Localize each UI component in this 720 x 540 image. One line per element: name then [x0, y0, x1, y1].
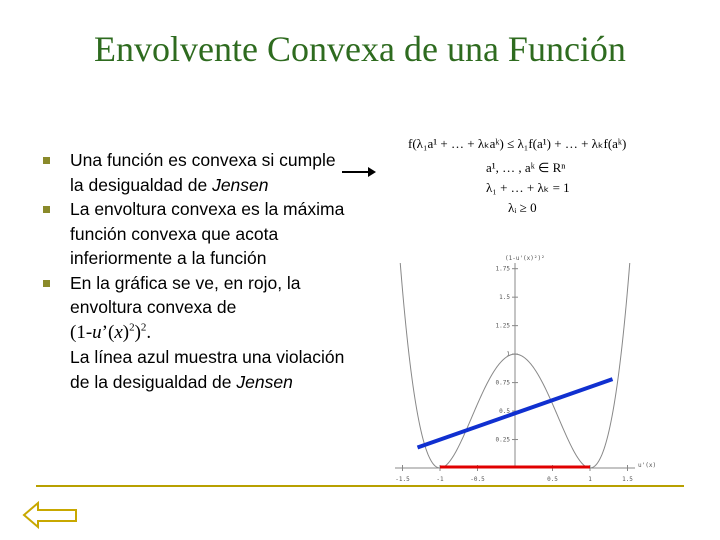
x-tick-label: 1.5 [622, 476, 633, 483]
bullet-1-jensen: Jensen [212, 174, 269, 195]
x-tick-label: 0.5 [547, 476, 558, 483]
y-axis-label: (1-u'(x)²)² [505, 255, 545, 262]
bullet-2-text: La envoltura convexa es la máxima función convexa que acota inferiormente a la función [70, 199, 345, 268]
bullet-item-2 [40, 197, 350, 271]
bullet-item-1 [40, 148, 350, 197]
bullet-square-icon [43, 206, 50, 213]
bullet-1-text: Una función es convexa si cumple la desigualdad de [70, 150, 336, 195]
x-tick-label: -1 [436, 476, 444, 483]
y-tick-label: 0.75 [495, 379, 510, 387]
formula-line-1: f(λ₁a¹ + … + λₖaᵏ) ≤ λ₁f(a¹) + … + λₖf(aᵏ) [408, 136, 627, 151]
bullet-3-formula: $(1-u’(x)^2)^2$. [70, 321, 152, 343]
y-tick-label: 1.75 [495, 265, 510, 273]
convex-envelope-chart [385, 248, 675, 488]
bullet-3-text-2: La línea azul muestra una violación de la desigualdad de [70, 347, 345, 392]
y-tick-label: 1.5 [499, 294, 510, 302]
y-tick-label: 1 [506, 351, 510, 359]
formula-line-2: a¹, … , aᵏ ∈ Rⁿ [486, 160, 566, 175]
formula-line-3: λ₁ + … + λₖ = 1 [486, 180, 570, 195]
y-tick-label: 1.25 [495, 322, 510, 330]
bullet-list [40, 148, 350, 394]
bullet-square-icon [43, 157, 50, 164]
x-tick-label: -1.5 [395, 476, 410, 483]
slide-title: Envolvente Convexa de una Función [94, 29, 626, 69]
x-axis-label: u'(x) [638, 462, 657, 469]
x-tick-label: -0.5 [470, 476, 485, 483]
y-tick-label: 0.25 [495, 436, 510, 444]
x-tick-label: 1 [588, 476, 592, 483]
bullet-3-jensen: Jensen [236, 371, 293, 392]
y-tick-label: 0.5 [499, 408, 510, 416]
return-arrow-icon[interactable] [22, 500, 80, 530]
bullet-item-3 [40, 271, 350, 395]
right-arrow-icon [340, 165, 376, 179]
bottom-rule [36, 485, 684, 487]
bullet-3-text: En la gráfica se ve, en rojo, la envoltura convexa de [70, 272, 301, 317]
formula-line-4: λᵢ ≥ 0 [508, 200, 537, 215]
bullet-square-icon [43, 280, 50, 287]
